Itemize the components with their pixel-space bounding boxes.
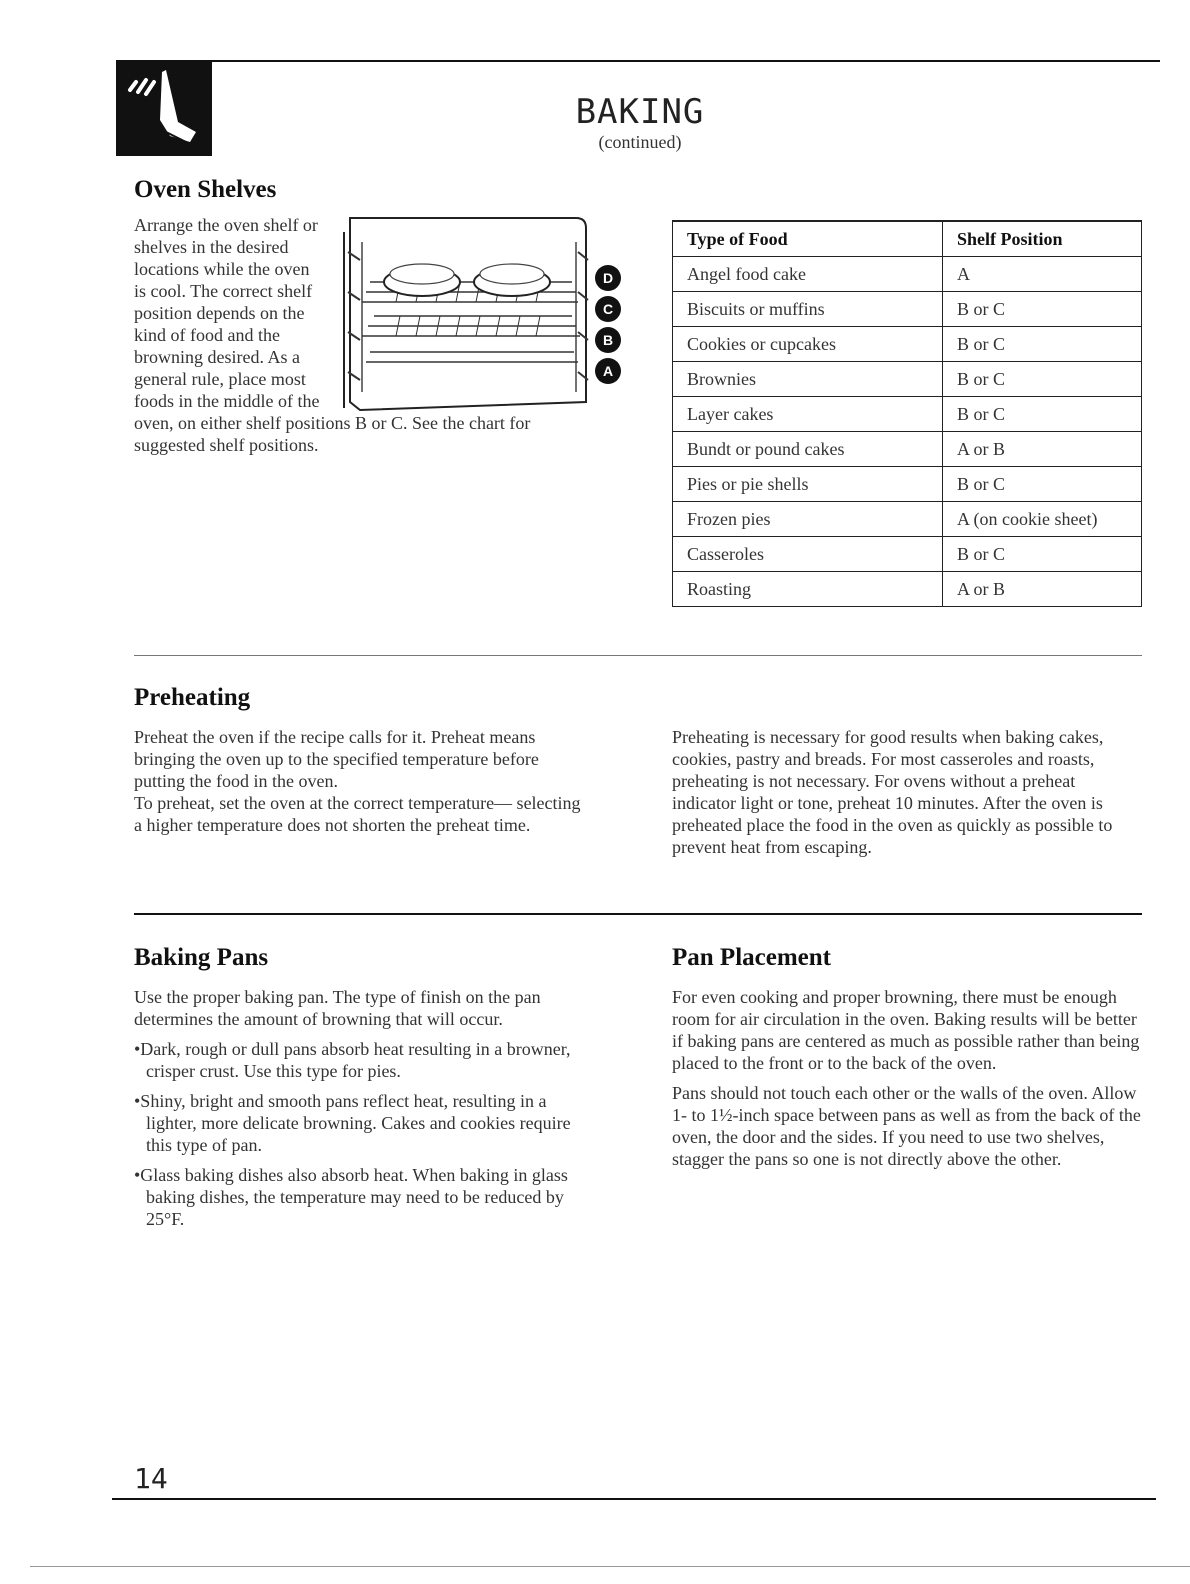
divider-2: [134, 913, 1142, 915]
chart-cell-position: B or C: [943, 292, 1142, 327]
svg-text:C: C: [602, 301, 614, 317]
chart-cell-position: A or B: [943, 432, 1142, 467]
footer-rule: [112, 1498, 1156, 1500]
chart-cell-position: A or B: [943, 572, 1142, 607]
chart-row: [673, 292, 1142, 327]
divider-1: [134, 655, 1142, 656]
preheating-heading: Preheating: [134, 684, 251, 711]
chart-cell-position: B or C: [943, 327, 1142, 362]
baking-pans-bullet-1: •Dark, rough or dull pans absorb heat resulting in a browner, crisper crust. Use this type for pies.: [134, 1039, 571, 1081]
chart-cell-food: Angel food cake: [673, 257, 943, 292]
baking-pans-intro: Use the proper baking pan. The type of finish on the pan determines the amount of browning that will occur.: [134, 987, 541, 1029]
chart-row: [673, 502, 1142, 537]
chart-cell-food: Cookies or cupcakes: [673, 327, 943, 362]
shelf-label-c: [595, 296, 621, 322]
svg-text:B: B: [602, 332, 614, 348]
bottom-edge-rule: [30, 1566, 1190, 1567]
chart-cell-food: Casseroles: [673, 537, 943, 572]
chart-header-position: Shelf Position: [943, 221, 1142, 257]
chart-cell-food: Roasting: [673, 572, 943, 607]
chart-row: [673, 467, 1142, 502]
chart-header-food: Type of Food: [673, 221, 943, 257]
shelf-label-d: [595, 265, 621, 291]
pan-placement-p2: Pans should not touch each other or the walls of the oven. Allow 1- to 1½-inch space between pans as well as from the back of the oven, the door and the sides. If you need to use two shelves, stagger the pans so one is not directly above the other.: [672, 1083, 1141, 1169]
chart-cell-food: Frozen pies: [673, 502, 943, 537]
page-number: 14: [134, 1462, 168, 1495]
pan-placement-text: [672, 986, 1142, 1178]
chart-cell-food: Pies or pie shells: [673, 467, 943, 502]
chart-row: [673, 572, 1142, 607]
baking-pans-text: [134, 986, 594, 1238]
oven-shelves-body: Arrange the oven shelf or shelves in the desired locations while the oven is cool. The correct shelf position depends on the kind of food and the browning desired. As a general rule, place most foods in the middle of the oven, on either shelf positions B or C. See the chart for suggested shelf positions.: [134, 214, 574, 456]
chart-cell-food: Brownies: [673, 362, 943, 397]
preheating-left-p1: Preheat the oven if the recipe calls for it. Preheat means bringing the oven up to the specified temperature before putting the food in the oven.: [134, 727, 539, 791]
chart-cell-food: Layer cakes: [673, 397, 943, 432]
top-rule: [116, 60, 1160, 62]
page-title: BAKING: [575, 92, 705, 132]
chart-row: [673, 257, 1142, 292]
pan-placement-heading: Pan Placement: [672, 944, 831, 971]
preheating-left-p2: To preheat, set the oven at the correct temperature— selecting a higher temperature does not shorten the preheat time.: [134, 793, 581, 835]
chart-row: [673, 327, 1142, 362]
chart-cell-position: A: [943, 257, 1142, 292]
chart-row: [673, 397, 1142, 432]
svg-text:D: D: [602, 270, 614, 286]
chart-cell-position: B or C: [943, 397, 1142, 432]
chart-header-row: [673, 221, 1142, 257]
svg-text:A: A: [602, 363, 614, 379]
preheating-right: [672, 726, 1142, 858]
shelf-label-a: [595, 358, 621, 384]
chart-cell-position: A (on cookie sheet): [943, 502, 1142, 537]
chart-row: [673, 362, 1142, 397]
chart-row: [673, 537, 1142, 572]
page-subtitle: (continued): [598, 132, 682, 152]
illustration-spacer: [324, 214, 574, 412]
preheating-right-p: Preheating is necessary for good results when baking cakes, cookies, pastry and breads. For most casseroles and roasts, preheating is not necessary. For ovens without a preheat indicator light or tone, preheat 10 minutes. After the oven is preheated place the food in the oven as quickly as possible to prevent heat from escaping.: [672, 727, 1113, 857]
shelf-position-labels: [592, 262, 626, 386]
chart-cell-food: Biscuits or muffins: [673, 292, 943, 327]
pan-placement-p1: For even cooking and proper browning, there must be enough room for air circulation in the oven. Baking results will be better if baking pans are centered as much as possible rather than being placed to the front or to the back of the oven.: [672, 987, 1140, 1073]
shelf-position-chart: [672, 220, 1142, 607]
chart-cell-position: B or C: [943, 537, 1142, 572]
preheating-left: [134, 726, 584, 836]
baking-pans-heading: Baking Pans: [134, 944, 269, 971]
chart-cell-food: Bundt or pound cakes: [673, 432, 943, 467]
chart-cell-position: B or C: [943, 362, 1142, 397]
chart-row: [673, 432, 1142, 467]
baking-pans-bullet-3: •Glass baking dishes also absorb heat. When baking in glass baking dishes, the temperature may need to be reduced by 25°F.: [134, 1165, 568, 1229]
baking-pans-bullet-2: •Shiny, bright and smooth pans reflect heat, resulting in a lighter, more delicate browning. Cakes and cookies require this type of pan.: [134, 1091, 571, 1155]
hand-touch-icon: [116, 62, 212, 156]
chart-cell-position: B or C: [943, 467, 1142, 502]
shelf-label-b: [595, 327, 621, 353]
oven-shelves-heading: Oven Shelves: [134, 176, 277, 203]
